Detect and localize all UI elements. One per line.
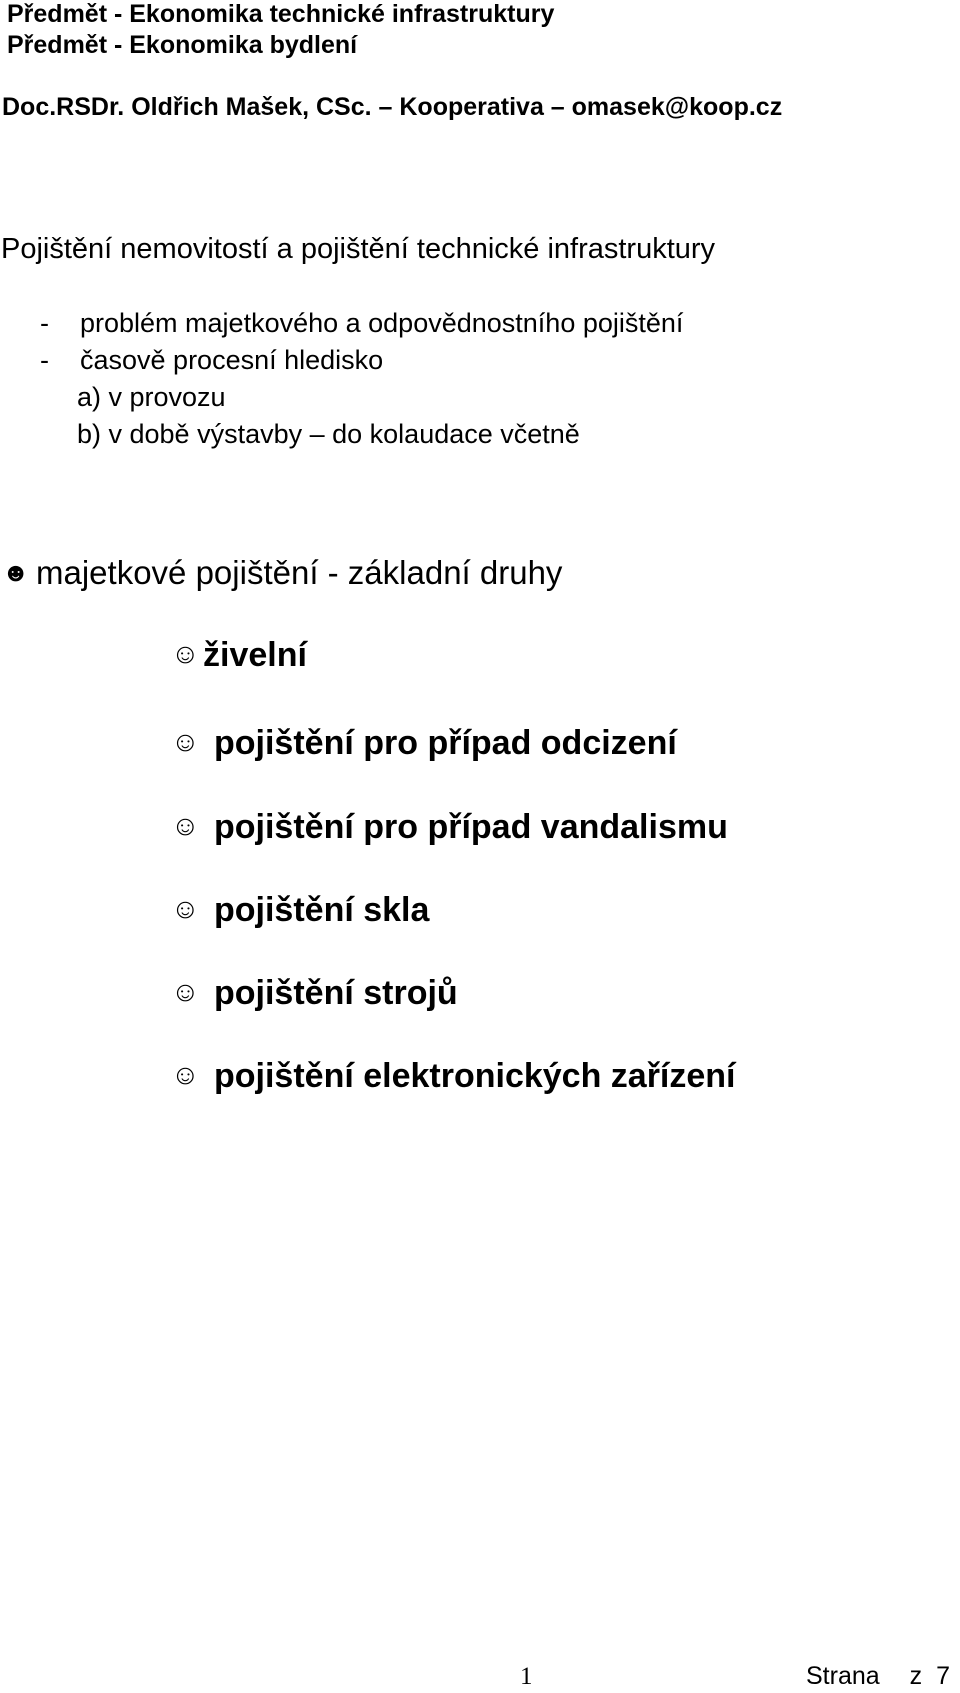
dash-point-text: časově procesní hledisko bbox=[80, 345, 384, 375]
insurance-item-4 bbox=[171, 893, 429, 927]
insurance-item-6 bbox=[171, 1059, 736, 1093]
white-smiley-icon: ☺ bbox=[171, 976, 200, 1007]
item-text: pojištění strojů bbox=[214, 974, 458, 1012]
item-text: pojištění pro případ odcizení bbox=[214, 724, 677, 762]
item-text: pojištění pro případ vandalismu bbox=[214, 808, 728, 846]
page-number: 1 bbox=[520, 1663, 533, 1690]
page-label: Strana bbox=[806, 1662, 880, 1690]
page-counter bbox=[806, 1664, 950, 1689]
insurance-item-5 bbox=[171, 976, 458, 1010]
insurance-item-1 bbox=[171, 638, 307, 672]
of-label: z bbox=[909, 1662, 923, 1690]
white-smiley-icon: ☺ bbox=[171, 810, 200, 841]
item-text: pojištění skla bbox=[214, 891, 430, 929]
item-text: pojištění elektronických zařízení bbox=[214, 1057, 736, 1095]
section-title: Pojištění nemovitostí a pojištění technické infrastruktury bbox=[1, 233, 716, 265]
heading-text: majetkové pojištění - základní druhy bbox=[36, 554, 563, 591]
insurance-item-2 bbox=[171, 726, 677, 760]
white-smiley-icon: ☺ bbox=[171, 726, 200, 757]
sub-point-b: b) v době výstavby – do kolaudace včetně bbox=[77, 419, 580, 449]
sub-point-a: a) v provozu bbox=[77, 382, 226, 412]
dash-point-text: problém majetkového a odpovědnostního pojištění bbox=[80, 308, 684, 338]
insurance-item-3 bbox=[171, 810, 728, 844]
dash-marker: - bbox=[40, 345, 49, 375]
author-line: Doc.RSDr. Oldřich Mašek, CSc. – Kooperativa – omasek@koop.cz bbox=[2, 93, 783, 121]
subject-line-1: Předmět - Ekonomika technické infrastruktury bbox=[7, 0, 555, 28]
subject-line-2: Předmět - Ekonomika bydlení bbox=[7, 31, 358, 59]
black-smiley-icon: ☻ bbox=[2, 557, 30, 587]
property-insurance-heading bbox=[2, 556, 562, 589]
dash-point-2 bbox=[40, 347, 383, 374]
dash-point-1 bbox=[40, 310, 683, 337]
white-smiley-icon: ☺ bbox=[171, 1059, 200, 1090]
total-pages: 7 bbox=[936, 1662, 951, 1690]
white-smiley-icon: ☺ bbox=[171, 893, 200, 924]
white-smiley-icon: ☺ bbox=[171, 638, 200, 669]
dash-marker: - bbox=[40, 308, 49, 338]
item-text: živelní bbox=[203, 636, 307, 674]
